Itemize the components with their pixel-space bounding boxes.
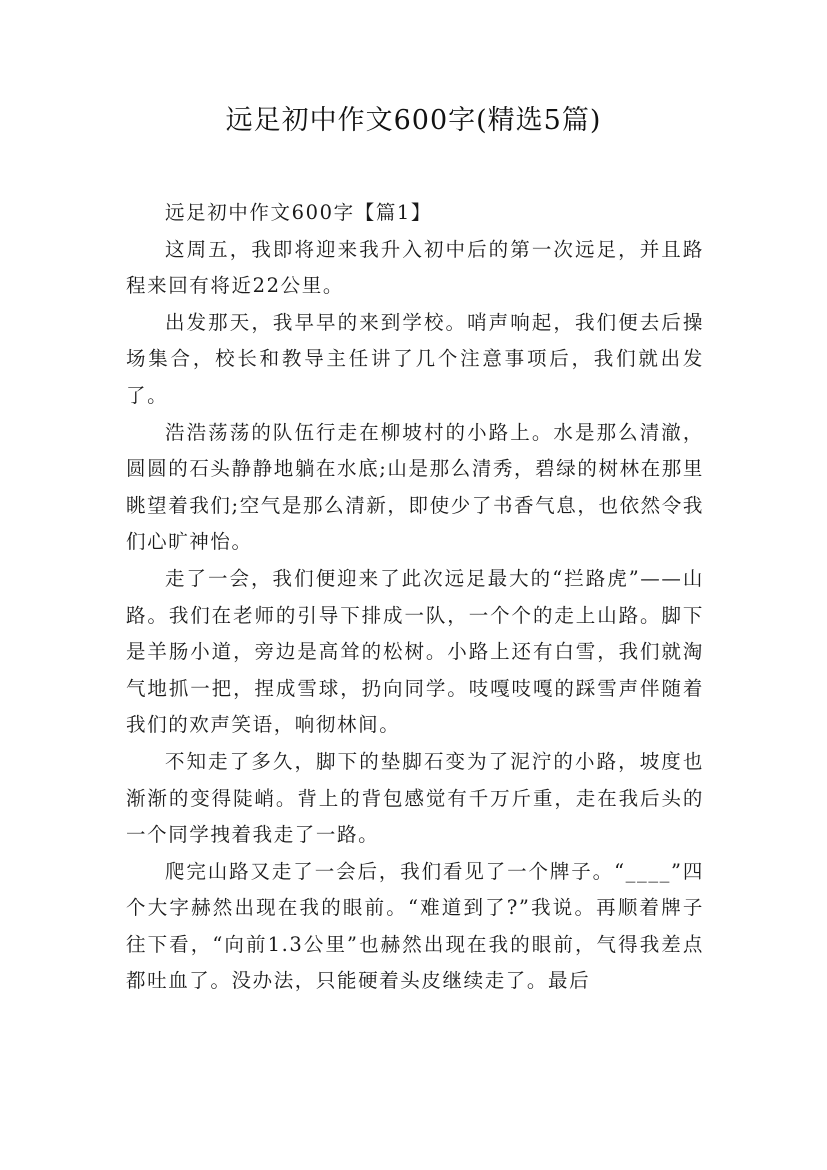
paragraph: 这周五，我即将迎来我升入初中后的第一次远足，并且路程来回有将近22公里。 [126, 237, 704, 298]
paragraph: 浩浩荡荡的队伍行走在柳坡村的小路上。水是那么清澈，圆圆的石头静静地躺在水底;山是那么清秀，碧绿的树林在那里眺望着我们;空气是那么清新，即使少了书香气息，也依然令我们心旷神怡。 [126, 420, 704, 554]
paragraph: 不知走了多久，脚下的垫脚石变为了泥泞的小路，坡度也渐渐的变得陡峭。背上的背包感觉有千万斤重，走在我后头的一个同学拽着我走了一路。 [126, 749, 704, 847]
document-title: 远足初中作文600字(精选5篇) [225, 105, 602, 136]
paragraph: 走了一会，我们便迎来了此次远足最大的“拦路虎”——山路。我们在老师的引导下排成一队，一个个的走上山路。脚下是羊肠小道，旁边是高耸的松树。小路上还有白雪，我们就淘气地抓一把，捏成雪球，扔向同学。吱嘎吱嘎的踩雪声伴随着我们的欢声笑语，响彻林间。 [126, 566, 704, 737]
section-heading: 远足初中作文600字【篇1】 [165, 201, 433, 224]
document-body [126, 195, 704, 1000]
paragraph: 爬完山路又走了一会后，我们看见了一个牌子。“____”四个大字赫然出现在我的眼前。“难道到了?”我说。再顺着牌子往下看，“向前1.3公里”也赫然出现在我的眼前，气得我差点都吐血了。没办法，只能硬着头皮继续走了。最后 [126, 859, 704, 993]
paragraph: 出发那天，我早早的来到学校。哨声响起，我们便去后操场集合，校长和教导主任讲了几个注意事项后，我们就出发了。 [126, 310, 704, 407]
